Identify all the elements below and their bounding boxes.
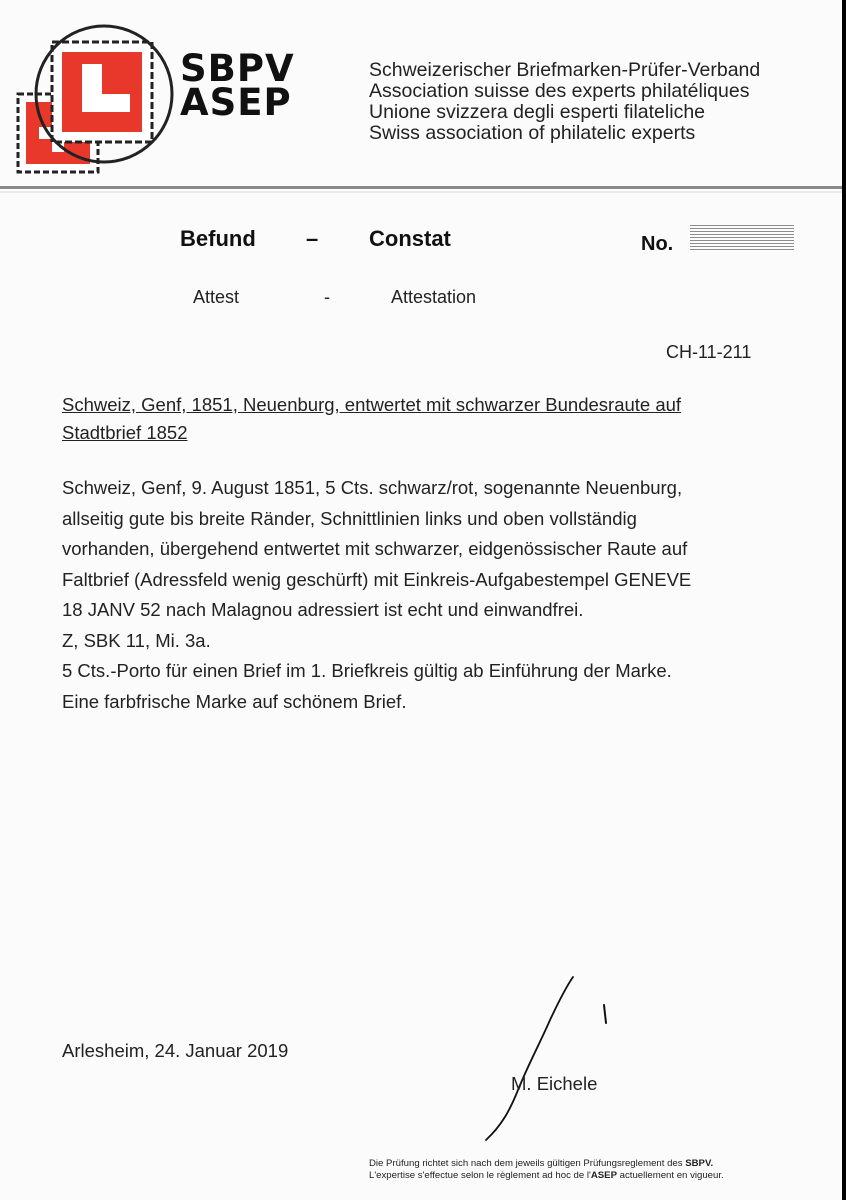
certificate-heading bbox=[62, 391, 782, 447]
title-constat: Constat bbox=[369, 226, 451, 251]
brand-logotype bbox=[180, 47, 340, 124]
title-dash: – bbox=[306, 226, 319, 251]
footer-line-de: Die Prüfung richtet sich nach dem jeweils gültigen Prüfungsreglement des SBPV. bbox=[369, 1158, 714, 1169]
body-line: vorhanden, übergehend entwertet mit schwarzer, eidgenössischer Raute auf bbox=[62, 538, 688, 559]
handwritten-signature bbox=[470, 965, 630, 1155]
body-line: allseitig gute bis breite Ränder, Schnittlinien links und oben vollständig bbox=[62, 507, 637, 529]
association-names bbox=[369, 60, 760, 144]
body-line: Schweiz, Genf, 9. August 1851, 5 Cts. schwarz/rot, sogenannte Neuenburg, bbox=[62, 477, 683, 498]
body-line: Faltbrief (Adressfeld wenig geschürft) mit Einkreis-Aufgabestempel GENEVE bbox=[62, 568, 692, 590]
brand-asep: ASEP bbox=[180, 81, 292, 124]
subtitle-attestation: Attestation bbox=[391, 287, 477, 307]
association-name-en: Swiss association of philatelic experts bbox=[369, 122, 696, 144]
association-name-de: Schweizerischer Briefmarken-Prüfer-Verband bbox=[369, 59, 761, 81]
title-befund: Befund bbox=[180, 226, 256, 251]
header-divider bbox=[0, 186, 842, 189]
heading-line: Schweiz, Genf, 1851, Neuenburg, entwertet mit schwarzer Bundesraute auf bbox=[62, 394, 682, 415]
paper-fold-line bbox=[0, 191, 842, 193]
heading-line: Stadtbrief 1852 bbox=[62, 422, 188, 443]
association-name-fr: Association suisse des experts philatéliques bbox=[369, 80, 750, 102]
subtitle-attest: Attest bbox=[193, 287, 240, 307]
brand-sbpv: SBPV bbox=[180, 47, 295, 90]
body-line: 18 JANV 52 nach Malagnou adressiert ist echt und einwandfrei. bbox=[62, 599, 584, 620]
subtitle-dash: - bbox=[324, 287, 330, 307]
swiss-cross-stamp-emblem-icon bbox=[10, 24, 180, 184]
certificate-body bbox=[62, 473, 832, 717]
reference-number: CH-11-211 bbox=[666, 342, 752, 362]
body-line: Eine farbfrische Marke auf schönem Brief. bbox=[62, 690, 407, 712]
certificate-number-redacted bbox=[690, 225, 794, 251]
body-line: Z, SBK 11, Mi. 3a. bbox=[62, 629, 211, 651]
footer-notice bbox=[369, 1158, 724, 1182]
place-and-date: Arlesheim, 24. Januar 2019 bbox=[62, 1040, 289, 1061]
signer-name: M. Eichele bbox=[511, 1073, 598, 1094]
footer-line-fr: L'expertise s'effectue selon le règlement ad hoc de l'ASEP actuellement en vigueur. bbox=[369, 1170, 724, 1181]
certificate-number-label: No. bbox=[641, 233, 674, 255]
body-line: 5 Cts.-Porto für einen Brief im 1. Briefkreis gültig ab Einführung der Marke. bbox=[62, 660, 672, 681]
association-name-it: Unione svizzera degli esperti filateliche bbox=[369, 101, 706, 123]
